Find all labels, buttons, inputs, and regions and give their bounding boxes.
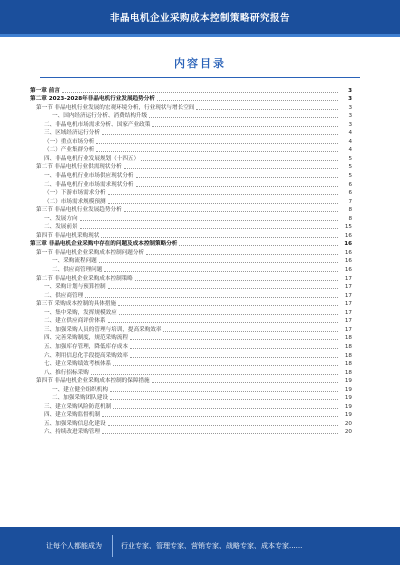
toc-entry-title: 三、区域经济运行分析 [44, 130, 100, 137]
toc-dot-leader [141, 160, 338, 161]
toc-entry[interactable] [30, 231, 352, 240]
toc-dot-leader [96, 143, 338, 144]
toc-dot-leader [152, 382, 338, 383]
toc-entry-title: （二）产业集群分析 [44, 147, 95, 154]
toc-entry[interactable] [30, 334, 352, 343]
toc-entry[interactable] [30, 385, 352, 394]
toc-entry[interactable] [30, 377, 352, 386]
toc-dot-leader [130, 339, 338, 340]
toc-entry-title: 二、非晶电机市场需求分析、国家产业政策 [44, 121, 151, 128]
toc-dot-leader [91, 374, 338, 375]
toc-entry-title: 第三节 非晶电机行业发展趋势分析 [36, 207, 122, 214]
toc-entry-page: 16 [344, 232, 352, 239]
toc-entry-page: 19 [344, 403, 352, 410]
toc-title: 内容目录 [174, 57, 226, 70]
toc-entry-title: 一、集中采购，发挥规模效应 [44, 309, 117, 316]
toc-entry-title: 第二章 2023-2028年非晶电机行业发展趋势分析 [30, 96, 155, 103]
toc-dot-leader [149, 117, 338, 118]
toc-entry-title: 第二节 非晶电机企业采购成本控制策略 [36, 275, 133, 282]
toc-entry-page: 18 [344, 352, 352, 359]
toc-dot-leader [157, 100, 338, 101]
toc-entry[interactable] [30, 394, 352, 403]
toc-entry-page: 6 [348, 181, 352, 188]
toc-dot-leader [104, 271, 338, 272]
toc-dot-leader [163, 331, 338, 332]
toc-dot-leader [179, 245, 338, 246]
toc-entry-title: 一、国内经济运行分析、消费结构升级 [52, 113, 148, 120]
toc-entry[interactable] [30, 300, 352, 309]
toc-entry-title: 五、加强采购信息化建设 [44, 420, 106, 427]
toc-dot-leader [113, 408, 338, 409]
toc-entry[interactable] [30, 274, 352, 283]
toc-dot-leader [62, 92, 338, 93]
toc-entry-title: 二、非晶电机行业市场需求现状分析 [44, 181, 134, 188]
toc-entry-title: 二、建立供应商评价体系 [44, 318, 106, 325]
toc-entry-page: 17 [344, 309, 352, 316]
toc-entry[interactable] [30, 171, 352, 180]
toc-dot-leader [99, 262, 338, 263]
toc-dot-leader [130, 357, 338, 358]
toc-entry[interactable] [30, 223, 352, 232]
toc-entry-title: 一、采购流程问题 [52, 258, 97, 265]
toc-entry-page: 17 [344, 292, 352, 299]
toc-dot-leader [101, 237, 338, 238]
toc-entry-page: 7 [348, 198, 352, 205]
toc-entry[interactable] [30, 342, 352, 351]
toc-entry-title: 四、非晶电机行业发展规划（十四五） [44, 155, 140, 162]
toc-entry-title: 五、加强库存管理，降低库存成本 [44, 343, 128, 350]
toc-entry[interactable] [30, 103, 352, 112]
toc-dot-leader [108, 203, 338, 204]
toc-entry-title: 第三章 非晶电机企业采购中存在的问题及成本控制策略分析 [30, 241, 178, 248]
toc-entry-page: 20 [344, 429, 352, 436]
toc-entry[interactable] [30, 402, 352, 411]
toc-dot-leader [130, 348, 338, 349]
toc-entry-title: 一、建立健全组织机构 [52, 386, 108, 393]
toc-entry-title: 二、加强采购团队建设 [52, 395, 108, 402]
toc-dot-leader [85, 297, 338, 298]
toc-entry[interactable] [30, 86, 352, 95]
toc-entry-title: 一、发展方向 [44, 215, 78, 222]
toc-entry-title: 三、加强采购人员的管理与培训，提高采购效率 [44, 326, 162, 333]
toc-entry-page: 3 [348, 121, 352, 128]
toc-entry-page: 18 [344, 335, 352, 342]
toc-entry-page: 4 [348, 130, 352, 137]
toc-dot-leader [136, 186, 338, 187]
toc-entry-title: （一）下游市场需求分析 [44, 190, 106, 197]
toc-entry-page: 5 [348, 173, 352, 180]
toc-entry-page: 3 [348, 104, 352, 111]
toc-entry-page: 15 [344, 224, 352, 231]
toc-dot-leader [108, 288, 338, 289]
toc-dot-leader [108, 194, 338, 195]
toc-entry-page: 19 [344, 395, 352, 402]
toc-dot-leader [196, 109, 338, 110]
toc-entry-page: 17 [344, 275, 352, 282]
toc-dot-leader [102, 433, 338, 434]
toc-entry[interactable] [30, 351, 352, 360]
toc-dot-leader [80, 220, 338, 221]
toc-entry-page: 18 [344, 369, 352, 376]
toc-entry-page: 19 [344, 412, 352, 419]
toc-dot-leader [80, 228, 338, 229]
toc-entry[interactable] [30, 129, 352, 138]
toc-entry[interactable] [30, 146, 352, 155]
toc-title-divider [40, 77, 360, 78]
toc-entry[interactable] [30, 265, 352, 274]
toc-entry-page: 8 [348, 207, 352, 214]
toc-entry[interactable] [30, 95, 352, 104]
report-title: 非晶电机企业采购成本控制策略研究报告 [109, 13, 290, 24]
toc-entry-page: 5 [348, 155, 352, 162]
toc-entry[interactable] [30, 206, 352, 215]
toc-entry-title: （一）重点市场分析 [44, 138, 95, 145]
toc-entry[interactable] [30, 308, 352, 317]
table-of-contents [30, 86, 352, 436]
toc-entry[interactable] [30, 257, 352, 266]
report-footer [0, 527, 400, 565]
toc-entry-page: 3 [348, 87, 352, 94]
toc-entry-title: 第二节 非晶电机行业供需现状分析 [36, 164, 122, 171]
toc-dot-leader [146, 254, 338, 255]
toc-dot-leader [96, 151, 338, 152]
toc-entry-title: 八、推行招标采购 [44, 369, 89, 376]
toc-entry[interactable] [30, 291, 352, 300]
toc-entry-page: 16 [344, 258, 352, 265]
toc-entry[interactable] [30, 283, 352, 292]
toc-entry[interactable] [30, 428, 352, 437]
toc-entry[interactable] [30, 360, 352, 369]
toc-entry-title: 一、采购计划与预算控制 [44, 284, 106, 291]
toc-entry[interactable] [30, 197, 352, 206]
report-header [0, 0, 400, 34]
toc-entry[interactable] [30, 411, 352, 420]
toc-entry[interactable] [30, 189, 352, 198]
toc-entry-page: 18 [344, 343, 352, 350]
footer-divider [112, 535, 113, 557]
toc-entry-title: 七、建立采购绩效考核体系 [44, 361, 112, 368]
toc-entry-title: （二）市场需求规模预测 [44, 198, 106, 205]
toc-entry-page: 3 [348, 113, 352, 120]
toc-entry-page: 16 [344, 249, 352, 256]
toc-entry-title: 第四节 非晶电机企业采购成本控制的保障措施 [36, 378, 150, 385]
toc-entry[interactable] [30, 112, 352, 121]
toc-entry-page: 5 [348, 164, 352, 171]
footer-slogan: 让每个人都能成为 [46, 542, 102, 550]
toc-entry-title: 四、完善采购制度，规范采购流程 [44, 335, 128, 342]
toc-entry-title: 二、供应商管理 [44, 292, 84, 299]
toc-dot-leader [110, 399, 338, 400]
toc-entry-title: 第一章 前言 [30, 87, 60, 94]
toc-entry-page: 19 [344, 386, 352, 393]
toc-entry[interactable] [30, 120, 352, 129]
toc-entry[interactable] [30, 248, 352, 257]
toc-entry-title: 第三节 采购成本控制的具体措施 [36, 301, 117, 308]
toc-dot-leader [118, 305, 338, 306]
toc-entry-page: 4 [348, 147, 352, 154]
toc-entry[interactable] [30, 317, 352, 326]
toc-entry-title: 六、利用信息化手段提高采购效率 [44, 352, 128, 359]
toc-entry[interactable] [30, 214, 352, 223]
toc-entry-page: 3 [348, 96, 352, 103]
toc-dot-leader [124, 168, 338, 169]
toc-dot-leader [113, 365, 338, 366]
toc-entry-page: 17 [344, 301, 352, 308]
toc-dot-leader [136, 177, 338, 178]
toc-entry-page: 4 [348, 138, 352, 145]
toc-entry-page: 16 [344, 241, 352, 248]
toc-entry-title: 二、发展前景 [44, 224, 78, 231]
toc-entry-title: 一、非晶电机行业市场供应现状分析 [44, 173, 134, 180]
toc-entry-page: 17 [344, 284, 352, 291]
toc-dot-leader [102, 134, 338, 135]
toc-entry-page: 6 [348, 190, 352, 197]
toc-entry-title: 六、持续改进采购管理 [44, 429, 100, 436]
toc-dot-leader [119, 314, 338, 315]
toc-entry[interactable] [30, 325, 352, 334]
toc-entry[interactable] [30, 154, 352, 163]
toc-dot-leader [108, 425, 338, 426]
toc-entry-page: 19 [344, 378, 352, 385]
toc-entry-title: 第四节 非晶电机采购现状 [36, 232, 100, 239]
toc-entry-page: 20 [344, 420, 352, 427]
toc-entry-title: 第一节 非晶电机企业采购成本控制问题分析 [36, 249, 145, 256]
toc-entry-page: 8 [348, 215, 352, 222]
footer-expert-list: 行业专家、管理专家、营销专家、战略专家、成本专家...... [121, 542, 303, 550]
toc-entry[interactable] [30, 240, 352, 249]
toc-entry-title: 四、建立采购监督机制 [44, 412, 100, 419]
toc-dot-leader [108, 322, 338, 323]
toc-entry[interactable] [30, 137, 352, 146]
toc-dot-leader [152, 126, 338, 127]
toc-entry-page: 18 [344, 361, 352, 368]
toc-entry-title: 三、建立采购风险防范机制 [44, 403, 112, 410]
toc-entry-title: 二、供应商管理问题 [52, 267, 103, 274]
toc-dot-leader [124, 211, 338, 212]
toc-entry-page: 17 [344, 326, 352, 333]
toc-entry[interactable] [30, 180, 352, 189]
toc-entry[interactable] [30, 368, 352, 377]
toc-dot-leader [102, 416, 338, 417]
toc-dot-leader [135, 280, 338, 281]
toc-entry-page: 16 [344, 267, 352, 274]
toc-entry[interactable] [30, 419, 352, 428]
toc-entry-page: 17 [344, 318, 352, 325]
toc-dot-leader [110, 391, 338, 392]
toc-entry[interactable] [30, 163, 352, 172]
header-accent-bar [0, 34, 400, 37]
toc-entry-title: 第一节 非晶电机行业发展的宏观环境分析，行业现状与增长空间 [36, 104, 195, 111]
